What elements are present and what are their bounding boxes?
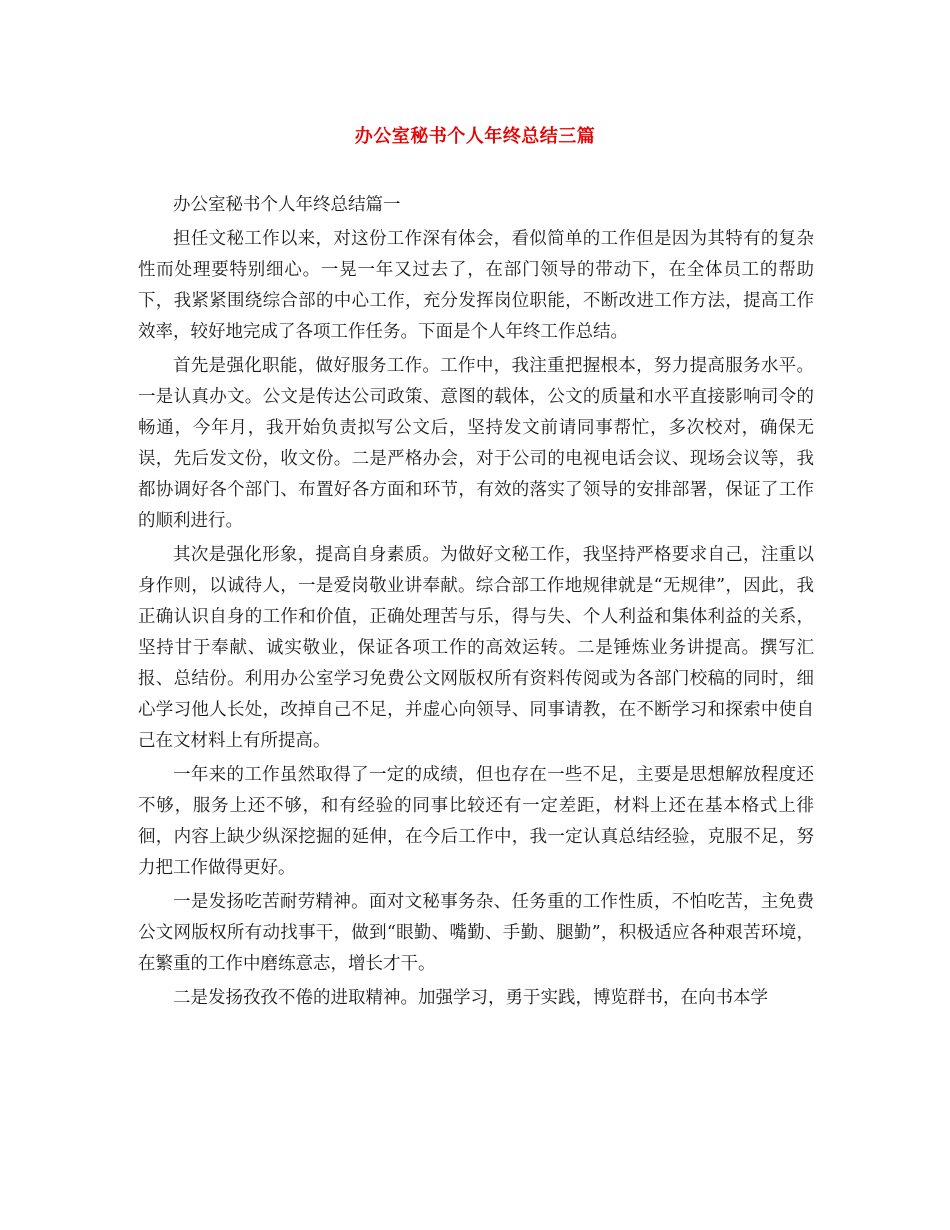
- paragraph: 二是发扬孜孜不倦的进取精神。加强学习，勇于实践，博览群书，在向书本学: [173, 988, 768, 1008]
- paragraph: 一年来的工作虽然取得了一定的成绩，但也存在一些不足，主要是思想解放程度还不够，服务上还不够，和有经验的同事比较还有一定差距，材料上还在基本格式上徘徊，内容上缺少纵深挖掘的延伸，在今后工作中，我一定认真总结经验，克服不足，努力把工作做得更好。: [138, 765, 814, 878]
- section-heading: 办公室秘书个人年终总结篇一: [173, 195, 401, 215]
- document-body: [138, 190, 814, 1014]
- paragraph: 一是发扬吃苦耐劳精神。面对文秘事务杂、任务重的工作性质，不怕吃苦，主免费公文网版权所有动找事干，做到“眼勤、嘴勤、手勤、腿勤”，积极适应各种艰苦环境，在繁重的工作中磨练意志，增长才干。: [138, 892, 814, 974]
- paragraph: 首先是强化职能，做好服务工作。工作中，我注重把握根本，努力提高服务水平。一是认真办文。公文是传达公司政策、意图的载体，公文的质量和水平直接影响司令的畅通，今年月，我开始负责拟写公文后，坚持发文前请同事帮忙，多次校对，确保无误，先后发文份，收文份。二是严格办会，对于公司的电视电话会议、现场会议等，我都协调好各个部门、布置好各方面和环节，有效的落实了领导的安排部署，保证了工作的顺利进行。: [138, 356, 814, 531]
- document-title: 办公室秘书个人年终总结三篇: [354, 126, 596, 147]
- paragraph: 其次是强化形象，提高自身素质。为做好文秘工作，我坚持严格要求自己，注重以身作则，以诚待人，一是爱岗敬业讲奉献。综合部工作地规律就是“无规律”，因此，我正确认识自身的工作和价值，正确处理苦与乐，得与失、个人利益和集体利益的关系，坚持甘于奉献、诚实敬业，保证各项工作的高效运转。二是锤炼业务讲提高。撰写汇报、总结份。利用办公室学习免费公文网版权所有资料传阅或为各部门校稿的同时，细心学习他人长处，改掉自己不足，并虚心向领导、同事请教，在不断学习和探索中使自己在文材料上有所提高。: [138, 545, 814, 751]
- paragraph: 担任文秘工作以来，对这份工作深有体会，看似简单的工作但是因为其特有的复杂性而处理要特别细心。一晃一年又过去了，在部门领导的带动下，在全体员工的帮助下，我紧紧围绕综合部的中心工作，充分发挥岗位职能，不断改进工作方法，提高工作效率，较好地完成了各项工作任务。下面是个人年终工作总结。: [138, 229, 814, 342]
